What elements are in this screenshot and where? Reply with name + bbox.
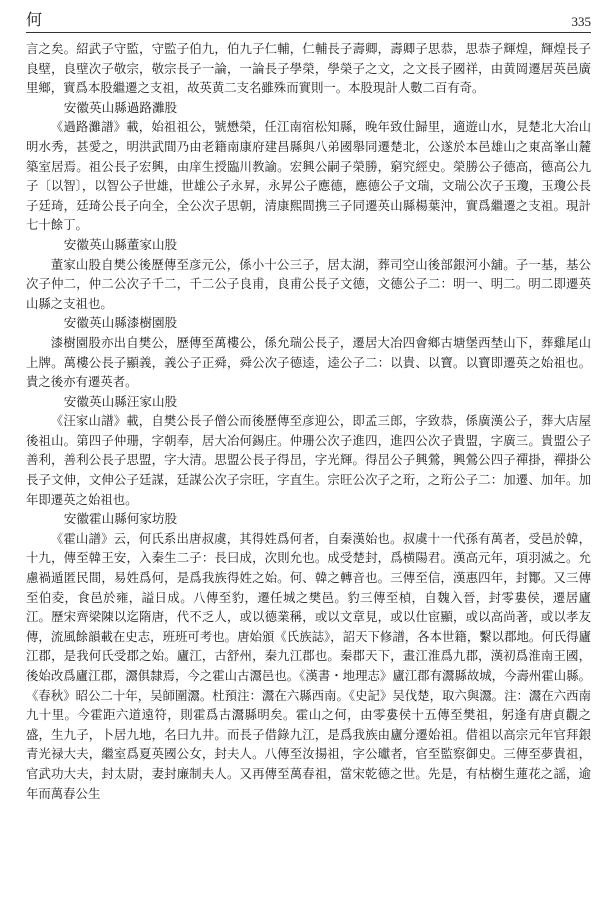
running-head: 何 (26, 10, 44, 29)
paragraph-wangjiashan: 《汪家山譜》載，自樊公長子僧公而後歷傳至彦迎公，即孟三郎，字致恭，係廣漢公子，葬大店屋後祖山。第四子仲珊，字朝奉，居大冶何錫庄。仲珊公次子進四，進四公次子貴盟，字廣三。貴盟公子善利，善利公長子思盟，字大清。思盟公長子得旵，字光輝。得旵公子興鶯，興鶯公四子禪掛，禪掛公長子文伸，文伸公子廷謀，廷謀公次子宗旺，字直生。宗旺公次子之珩，之珩公子二：加遷、加年。加年即遷英之始祖也。 (26, 413, 591, 507)
section-heading-qishuyuan: 安徽英山縣漆樹園股 (63, 315, 178, 331)
section-heading-hejiafang: 安徽霍山縣何家坊股 (63, 511, 178, 527)
paragraph-hejiafang: 《霍山譜》云，何氏系出唐叔虞，其得姓爲何者，自秦漢始也。叔虞十一代孫有萬者，受邑於韓，十九，傳至韓王安，入秦生二子：長曰成，次則允也。成受楚封，爲横陽君。漢高元年，項羽滅之。允慮禍遁匿民間，易姓爲何，是爲我族得姓之始。何、韓之轉音也。三傳至信，漢惠四年，封酇。又三傳至伯夌，食邑於雍，謚日成。八傳至豹，遷任城之樊邑。豹三傳至楨，自魏入晉，封零婁侯，遷居廬江。歷宋齊梁陳以迄隋唐，代不乏人，或以德業稱，或以文章見，或以仕宦顯，或以高尚著，或以孝友傳，流風餘韻載在史志，班班可考也。唐始頒《氏族誌》，詔天下修譜，各本世籍，繫以郡地。何氏得廬江郡，是我何氏受郡之始。廬江，古舒州，秦九江郡也。秦郡天下，畫江淮爲九郡，漢初爲淮南王國，後始改爲廬江郡，灊俱隸焉，今之霍山古灊邑也。《漢書・地理志》廬江郡有灊縣故城，今壽州霍山縣。《春秋》昭公二十年，吴師圍灊。杜預注：灊在六縣西南。《史記》吴伐楚，取六與灊。注：灊在六西南九十里。今霍距六道遠符，則霍爲古灊縣明矣。霍山之何，由零婁侯十五傳至樊祖，躬逢有唐貞觀之盛，生九子，卜居九地，名曰九井。而長子借錄九江，是爲我族由廬分遷始祖。借祖以高宗元年官拜銀青光禄大夫，繼室爲夏英國公女，封夫人。八傳至汝揚祖，字公瓛者，官至監察御史。三傳至夢貴祖，官武功大夫，封太尉，妻封廉制夫人。又再傳至萬春祖，當宋乾德之世。先是，有枯樹生蓮花之謡，逾年而萬春公生 (26, 530, 591, 801)
continued-paragraph: 言之矣。紹武子守監，守監子伯九，伯九子仁輔，仁輔長子壽卿，壽卿子思恭，思恭子輝煌，輝煌長子良壁，良壁次子敬宗，敬宗長子一論，一論長子學榮，學榮子之文，之文長子國祥，由黄岡遷居英邑廣里鄉，實爲本股繼遷之支祖，故英黄二支名雖殊而實則一。本股現計人數二百有奇。 (26, 41, 591, 96)
page-number: 335 (571, 14, 591, 29)
paragraph-dongjiashan: 董家山股自樊公後歷傳至彦元公，係小十公三子，居太湖，葬司空山後部銀河小舖。子一基，基公次子仲二，仲二公次子千二，千二公子良甫，良甫公長子文德，文德公子二：明一、明二。明二即遷英山縣之支祖也。 (26, 256, 591, 311)
section-heading-guolutan: 安徽英山縣過路灘股 (63, 99, 178, 115)
page-header (26, 6, 591, 33)
section-heading-wangjiashan: 安徽英山縣汪家山股 (63, 393, 178, 409)
body-text (26, 39, 591, 803)
paragraph-guolutan: 《過路灘譜》載，始祖祖公，號懋榮，任江南宿松知縣，晚年致仕歸里，適遊山水，見楚北大冶山明水秀，甚愛之，明洪武間乃由老籍南康府建昌縣與八弟國舉同遷楚北，公遂於本邑雄山之東高峯山麓築室居焉。祖公長子宏興，由庠生授臨川教諭。宏興公嗣子榮勝，窮究經史。榮勝公子德高，德高公九子〔以智〕，以智公子世雄，世雄公子永昇，永昇公子應德，應德公子文瑞，文瑞公次子玉瓊，玉瓊公長子廷琦，廷琦公長子向全，全公次子思朝，清康熙間携三子同遷英山縣楊葉沖，實爲繼遷之支祖。現計七十餘丁。 (26, 119, 591, 233)
paragraph-qishuyuan: 漆樹園股亦出自樊公，歷傳至萬樓公，係允瑞公長子，遷居大冶四會鄉古塘堡西埜山下，葬雞尾山上牌。萬樓公長子顯義，義公子正舜，舜公次子德逵，逵公子二：以貴、以寶。以寶即遷英之始祖也。貴之後亦有遷英者。 (26, 334, 591, 390)
section-heading-dongjiashan: 安徽英山縣董家山股 (63, 236, 178, 252)
